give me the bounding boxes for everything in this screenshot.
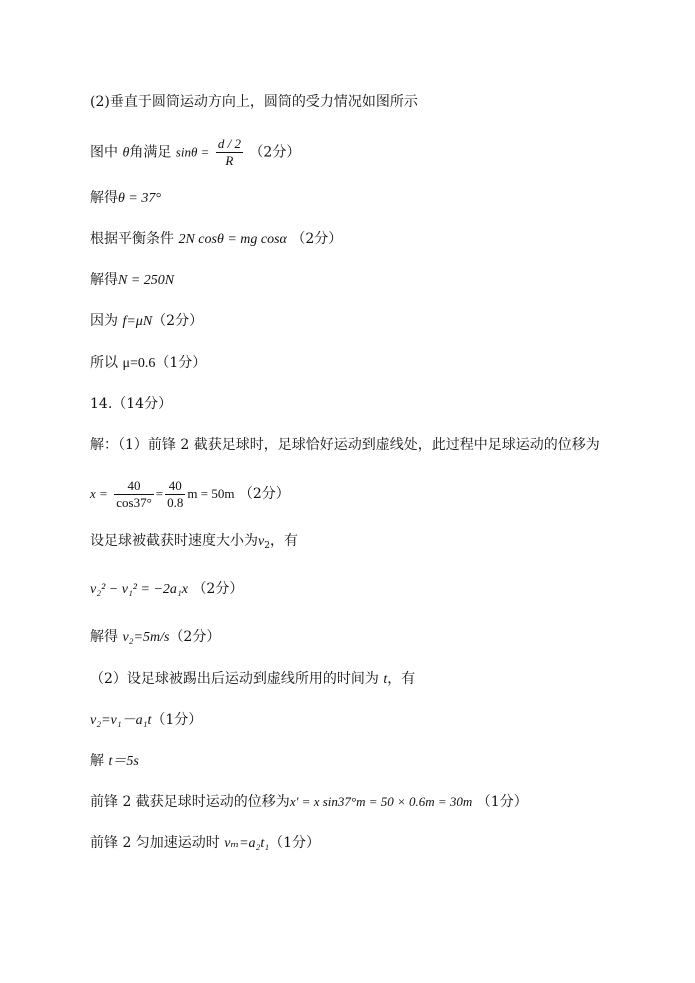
text-line-14 <box>90 669 415 690</box>
fraction-denominator: R <box>225 153 234 168</box>
line-text: 解得 <box>90 190 118 206</box>
equation-result: m = 50m <box>187 486 235 501</box>
equation: t＝5s <box>108 754 139 769</box>
text-line-8 <box>90 394 172 414</box>
line-text: ，有 <box>387 671 416 687</box>
score-label: （2分） <box>291 231 343 247</box>
fraction-denominator: 0.8 <box>167 494 184 510</box>
score-label: （1分） <box>476 794 528 810</box>
line-text: 所以 <box>90 355 118 371</box>
line-text: (2)垂直于圆筒运动方向上，圆筒的受力情况如图所示 <box>90 94 418 110</box>
sin-expression: sinθ = <box>175 144 210 160</box>
line-text: 解：（1）前锋 2 截获足球时，足球恰好运动到虚线处，此过程中足球运动的位移为 <box>90 437 600 453</box>
line-text: 前锋 2 匀加速运动时 <box>90 835 220 851</box>
text-line-9 <box>90 435 600 455</box>
line-text: 解得 <box>90 629 118 645</box>
score-label: （1分） <box>151 712 203 728</box>
equals-sign: = <box>155 486 164 501</box>
fraction <box>216 136 243 169</box>
equation: vₘ=a₂t₁ <box>224 836 270 851</box>
line-text: 图中 <box>90 144 118 161</box>
question-heading: 14.（14分） <box>90 396 173 412</box>
line-text: 解 <box>90 753 104 769</box>
score-label: （2分） <box>152 313 204 329</box>
equation: v₂=v₁－a₁t <box>90 713 152 728</box>
equation: v₂² − v₁² = −2a₁x <box>90 582 188 597</box>
equation: θ = 37° <box>118 191 161 206</box>
equation: v₂=5m/s <box>122 630 170 645</box>
line-text: （2）设足球被踢出后运动到虚线所用的时间为 <box>90 671 379 687</box>
variable-v: v <box>258 534 265 549</box>
variable-t: t <box>383 672 388 687</box>
text-line-11 <box>90 531 298 556</box>
text-line-13 <box>90 627 220 648</box>
score-label: （2分） <box>238 486 290 502</box>
equation: μ=0.6 <box>122 356 156 371</box>
text-line-3 <box>90 188 161 209</box>
equation: 2N cosθ = mg cosα <box>178 232 287 247</box>
text-line-12 <box>90 579 243 600</box>
fraction-numerator: 40 <box>114 478 154 495</box>
text-line-16 <box>90 751 139 772</box>
text-line-1 <box>90 92 418 112</box>
line-text: 解得 <box>90 272 118 288</box>
text-line-17 <box>90 792 528 812</box>
text-line-18 <box>90 833 320 854</box>
line-text: 根据平衡条件 <box>90 231 174 247</box>
equation: N = 250N <box>118 273 175 288</box>
line-text: 设足球被截获时速度大小为 <box>90 533 258 549</box>
score-label: （1分） <box>269 835 321 851</box>
text-line-5 <box>90 270 174 291</box>
score-label: （2分） <box>249 144 301 161</box>
score-label: （2分） <box>169 629 221 645</box>
score-label: （1分） <box>155 355 207 371</box>
fraction <box>165 478 185 511</box>
fraction-numerator: 40 <box>165 478 185 495</box>
text-line-15 <box>90 710 202 731</box>
fraction-numerator: d / 2 <box>217 136 241 151</box>
line-text: ，有 <box>269 533 298 549</box>
line-text: 因为 <box>90 313 118 329</box>
score-label: （2分） <box>192 581 244 597</box>
text-line-2 <box>90 136 300 169</box>
text-line-7 <box>90 353 206 374</box>
theta-symbol: θ <box>122 145 130 161</box>
fraction <box>114 478 154 511</box>
line-text: 角满足 <box>129 144 172 161</box>
fraction-denominator: cos37° <box>116 494 152 510</box>
equation: x′ = x sin37°m = 50 × 0.6m = 30m <box>289 794 473 809</box>
subscript: 2 <box>264 541 270 551</box>
text-line-10 <box>90 476 290 512</box>
text-line-4 <box>90 229 342 250</box>
text-line-6 <box>90 311 203 332</box>
equation: f=μN <box>122 314 153 329</box>
equation-lhs: x = <box>90 486 108 501</box>
line-text: 前锋 2 截获足球时运动的位移为 <box>90 794 290 810</box>
